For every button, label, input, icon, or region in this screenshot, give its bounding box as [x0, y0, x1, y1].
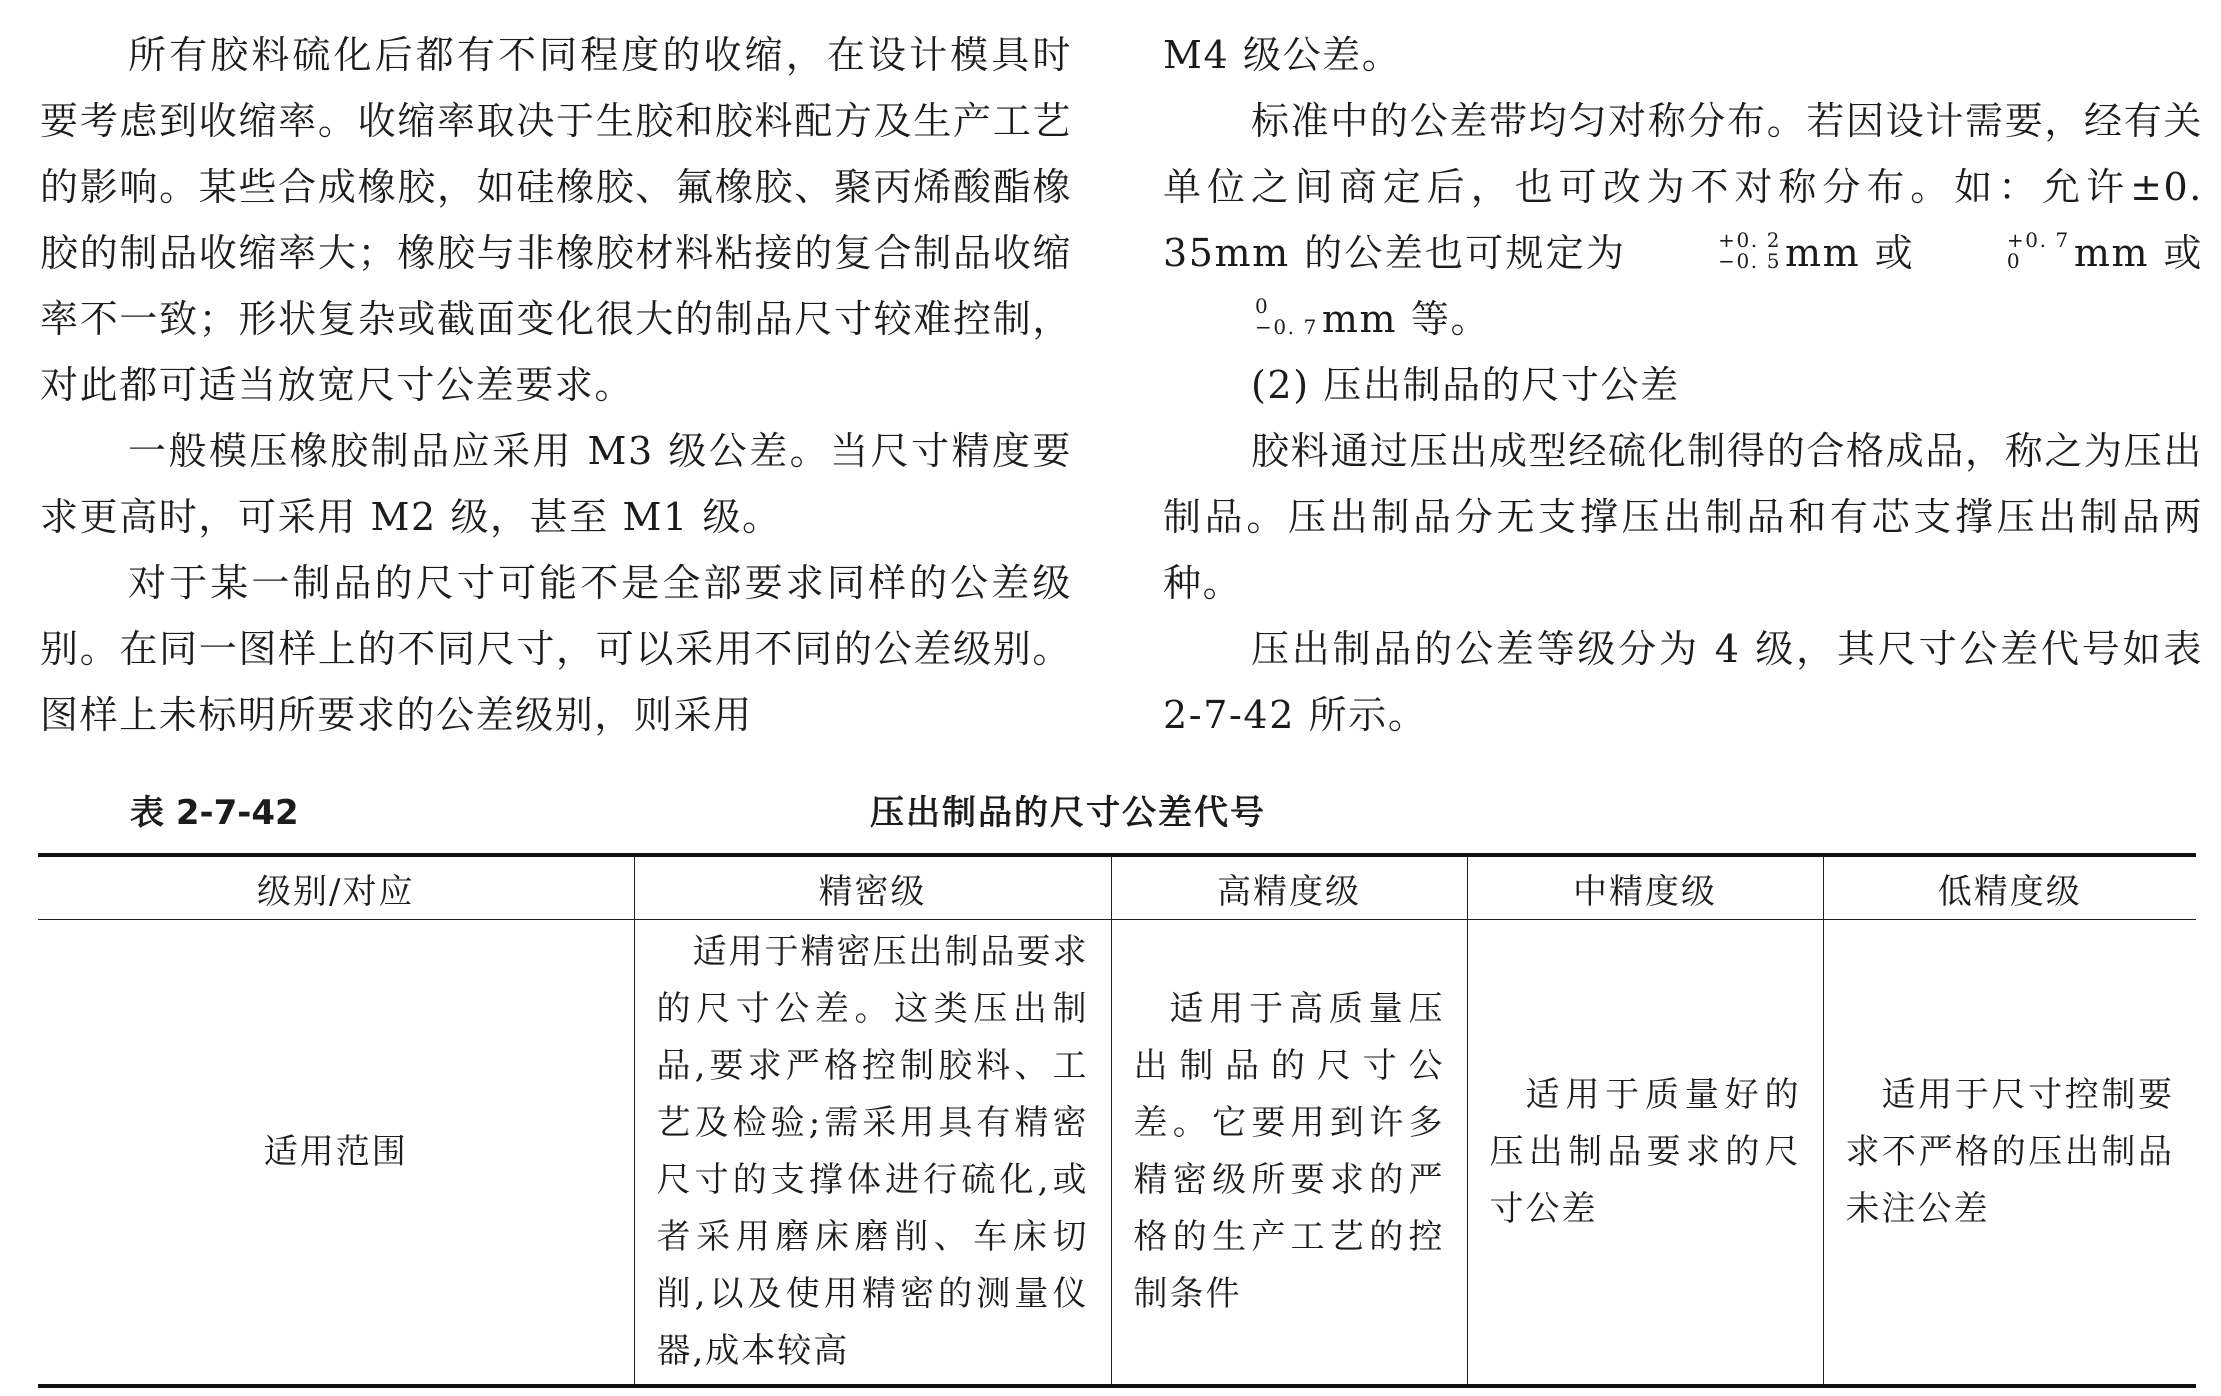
header-low-precision: 低精度级 — [1823, 855, 2196, 920]
tolerance-stack-1 — [1630, 227, 1782, 273]
row-label-scope: 适用范围 — [38, 920, 634, 1387]
tolerance-text-b: mm 或 — [1785, 231, 1915, 275]
left-paragraph-3: 对于某一制品的尺寸可能不是全部要求同样的公差级别。在同一图样上的不同尺寸，可以采用不同的公差级别。图样上未标明所要求的公差级别，则采用 — [40, 561, 1072, 737]
right-column — [1163, 22, 2203, 748]
left-column — [40, 22, 1072, 748]
cell-medium-precision-text: 适用于质量好的压出制品要求的尺寸公差 — [1489, 1074, 1801, 1229]
header-precision: 精密级 — [634, 855, 1111, 920]
section-heading: (2) 压出制品的尺寸公差 — [1251, 363, 1680, 407]
tolerance-2-lower: 0 — [2006, 248, 2022, 273]
table-number: 表 2-7-42 — [130, 793, 299, 833]
tolerance-2-upper: +0. 7 — [2006, 227, 2070, 252]
header-high-precision: 高精度级 — [1111, 855, 1467, 920]
right-paragraph-continuation: M4 级公差。 — [1163, 33, 1402, 77]
table-row — [38, 920, 2196, 1387]
left-paragraph-1: 所有胶料硫化后都有不同程度的收缩，在设计模具时要考虑到收缩率。收缩率取决于生胶和胶料配方及生产工艺的影响。某些合成橡胶，如硅橡胶、氟橡胶、聚丙烯酸酯橡胶的制品收缩率大；橡胶与非橡胶材料粘接的复合制品收缩率不一致；形状复杂或截面变化很大的制品尺寸较难控制，对此都可适当放宽尺寸公差要求。 — [40, 33, 1072, 407]
header-medium-precision: 中精度级 — [1467, 855, 1823, 920]
tolerance-text-a: 标准中的公差带均匀对称分布。若因设计需要，经有关单位之间商定后，也可改为不对称分布。如：允许±0. 35mm 的公差也可规定为 — [1163, 99, 2203, 275]
tolerance-3-upper: 0 — [1255, 293, 1270, 318]
right-paragraph-2: 胶料通过压出成型经硫化制得的合格成品，称之为压出制品。压出制品分无支撑压出制品和有芯支撑压出制品两种。 — [1163, 429, 2203, 605]
tolerance-text-d: mm 等。 — [1321, 297, 1491, 341]
cell-high-precision-text: 适用于高质量压出制品的尺寸公差。它要用到许多精密级所要求的严格的生产工艺的控制条件 — [1133, 989, 1445, 1314]
tolerance-3-lower: −0. 7 — [1255, 314, 1318, 339]
header-grade: 级别/对应 — [38, 855, 634, 920]
tolerance-code-table — [38, 853, 2196, 1388]
right-paragraph-3: 压出制品的公差等级分为 4 级，其尺寸公差代号如表 2-7-42 所示。 — [1163, 627, 2203, 737]
tolerance-stack-3 — [1167, 293, 1318, 339]
table-title: 压出制品的尺寸公差代号 — [870, 793, 1266, 833]
left-paragraph-2: 一般模压橡胶制品应采用 M3 级公差。当尺寸精度要求更高时，可采用 M2 级，甚至 M1 级。 — [40, 429, 1072, 539]
cell-precision-text: 适用于精密压出制品要求的尺寸公差。这类压出制品,要求严格控制胶料、工艺及检验;需采用具有精密尺寸的支撑体进行硫化,或者采用磨床磨削、车床切削,以及使用精密的测量仪器,成本较高 — [656, 932, 1089, 1371]
tolerance-text-c: mm 或 — [2073, 231, 2204, 275]
cell-high-precision — [1111, 920, 1467, 1387]
cell-low-precision — [1823, 920, 2196, 1387]
cell-medium-precision — [1467, 920, 1823, 1387]
cell-low-precision-text: 适用于尺寸控制要求不严格的压出制品未注公差 — [1845, 1074, 2174, 1229]
cell-precision — [634, 920, 1111, 1387]
table-header-row — [38, 855, 2196, 920]
tolerance-1-lower: −0. 5 — [1718, 248, 1782, 273]
tolerance-1-upper: +0. 2 — [1718, 227, 1782, 252]
right-paragraph-tolerance — [1163, 88, 2203, 352]
table-caption — [130, 785, 2181, 835]
tolerance-stack-2 — [1919, 227, 2070, 273]
